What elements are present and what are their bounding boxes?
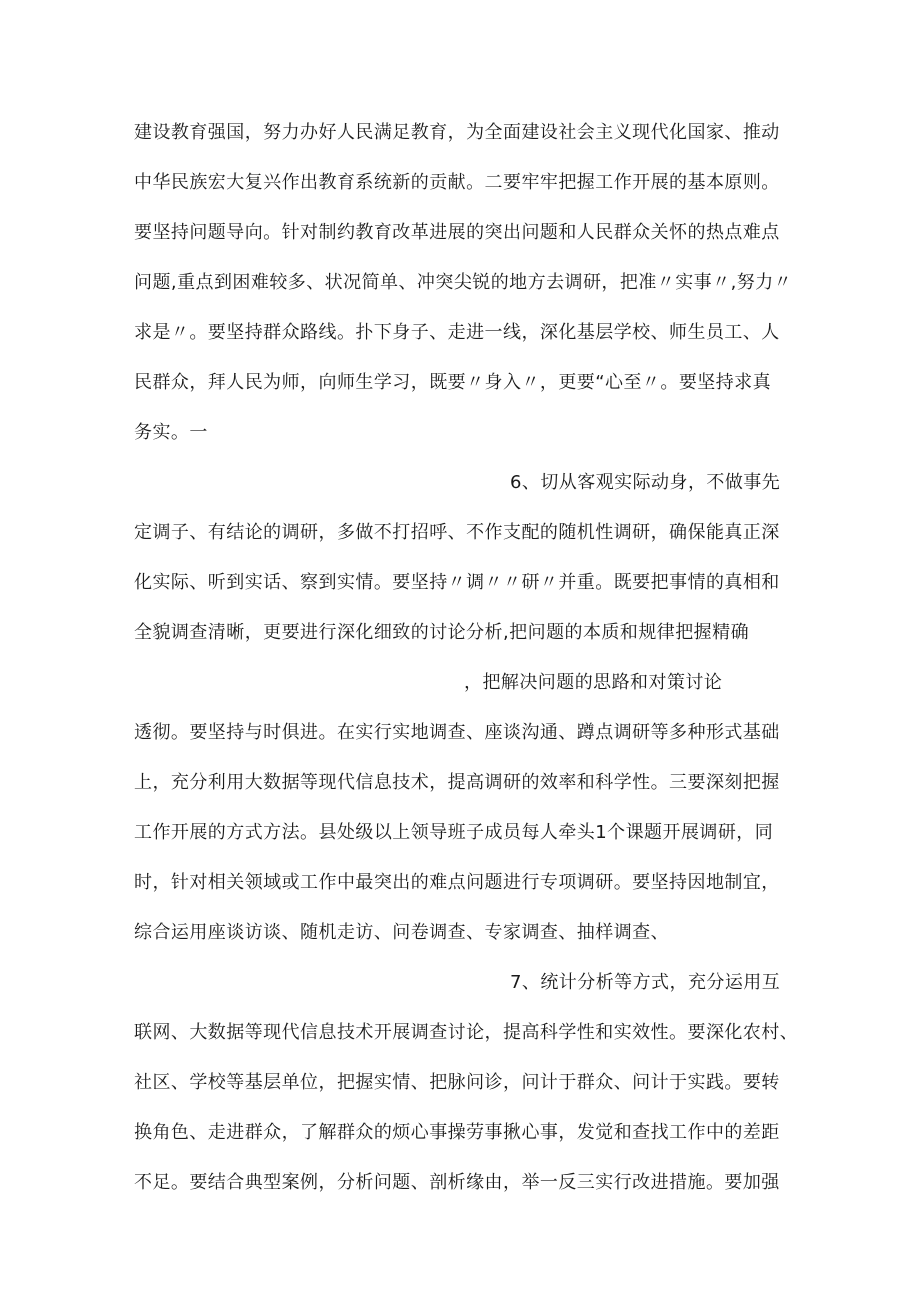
text-line: 化实际、听到实话、察到实情。要坚持〃调〃〃研〃并重。既要把事情的真相和 [134, 572, 780, 593]
text-line: 问题,重点到困难较多、状况简单、冲突尖锐的地方去调研，把准〃实事〃,努力〃 [134, 272, 793, 293]
text-line: 换角色、走进群众，了解群众的烦心事操劳事揪心事，发觉和查找工作中的差距 [134, 1122, 780, 1143]
text-line: 定调子、有结论的调研，多做不打招呼、不作支配的随机性调研，确保能真正深 [134, 522, 780, 543]
text-line: 综合运用座谈访谈、随机走访、问卷调查、专家调查、抽样调查、 [134, 922, 670, 943]
text-line: 全貌调查清晰，更要进行深化细致的讨论分析,把问题的本质和规律把握精确 [134, 622, 750, 643]
text-line: 务实。一 [134, 422, 208, 443]
text-line: 工作开展的方式方法。县处级以上领导班子成员每人牵头1个课题开展调研，同 [134, 822, 774, 843]
text-line: 时，针对相关领域或工作中最突出的难点问题进行专项调研。要坚持因地制宜， [134, 872, 780, 893]
text-line: 中华民族宏大复兴作出教育系统新的贡献。二要牢牢把握工作开展的基本原则。 [134, 172, 780, 193]
text-line: ，把解决问题的思路和对策讨论 [464, 672, 723, 693]
text-line: 要坚持问题导向。针对制约教育改革进展的突出问题和人民群众关怀的热点难点 [134, 222, 780, 243]
text-line: 社区、学校等基层单位，把握实情、把脉问诊，问计于群众、问计于实践。要转 [134, 1072, 780, 1093]
text-line: 建设教育强国，努力办好人民满足教育，为全面建设社会主义现代化国家、推动 [134, 122, 780, 143]
text-line: 6、切从客观实际动身，不做事先 [510, 472, 781, 493]
text-line: 联网、大数据等现代信息技术开展调查讨论，提高科学性和实效性。要深化农村、 [134, 1022, 799, 1043]
text-line: 上，充分利用大数据等现代信息技术，提高调研的效率和科学性。三要深刻把握 [134, 772, 780, 793]
text-line: 求是〃。要坚持群众路线。扑下身子、走进一线，深化基层学校、师生员工、人 [134, 322, 780, 343]
text-line: 不足。要结合典型案例，分析问题、剖析缘由，举一反三实行改进措施。要加强 [134, 1172, 780, 1193]
text-line: 民群众，拜人民为师，向师生学习，既要〃身入〃，更要“心至〃。要坚持求真 [134, 372, 772, 393]
text-line: 7、统计分析等方式，充分运用互 [510, 972, 781, 993]
text-line: 透彻。要坚持与时俱进。在实行实地调查、座谈沟通、蹲点调研等多种形式基础 [134, 722, 780, 743]
